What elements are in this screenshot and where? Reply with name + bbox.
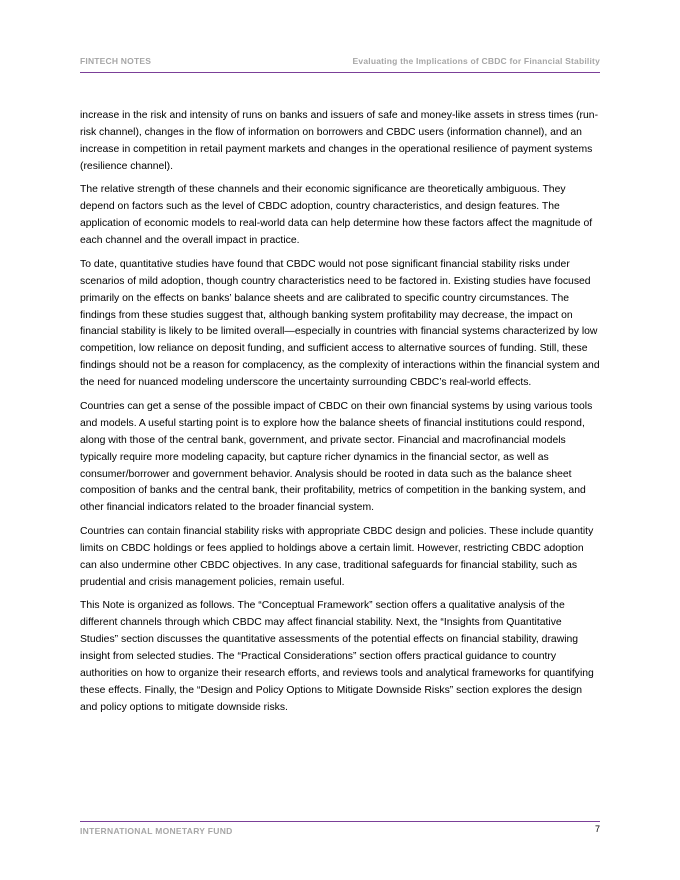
running-header bbox=[80, 56, 600, 70]
paragraph-5: Countries can contain financial stability risks with appropriate CBDC design and policies. These include quantity limits on CBDC holdings or fees applied to holdings above a certain limit. However, restricting CBDC adoption can also undermine other CBDC objectives. In any case, traditional safeguards for financial stability, such as prudential and crisis management policies, remain useful. bbox=[80, 526, 594, 588]
paragraph-2: The relative strength of these channels and their economic significance are theoretically ambiguous. They depend on factors such as the level of CBDC adoption, country characteristics, and design features. The application of economic models to real-world data can help determine how these factors affect the magnitude of each channel and the overall impact in practice. bbox=[80, 184, 593, 247]
header-document-title: Evaluating the Implications of CBDC for Financial Stability bbox=[352, 56, 600, 66]
footer-organization: INTERNATIONAL MONETARY FUND bbox=[80, 826, 233, 836]
header-divider bbox=[80, 72, 600, 73]
document-body bbox=[80, 108, 600, 724]
paragraph-3: To date, quantitative studies have found that CBDC would not pose significant financial stability risks under scenarios of mild adoption, though country characteristics need to be factored in. Existing studies have focused primarily on the effects on banks’ balance sheets and are calibrated to specific country circumstances. The findings from these studies suggest that, although banking system profitability may decrease, the impact on financial stability is likely to be limited overall—especially in countries with financial systems characterized by low competition, low reliance on deposit funding, and sufficient access to alternative sources of funding. Still, these findings should not be a reason for complacency, as the complexity of interactions within the financial system and the need for nuanced modeling underscore the uncertainty surrounding CBDC’s real-world effects. bbox=[80, 258, 600, 389]
page-number: 7 bbox=[594, 824, 600, 834]
paragraph-6: This Note is organized as follows. The “Conceptual Framework” section offers a qualitative analysis of the different channels through which CBDC may affect financial stability. Next, the “Insights from Quantitative Studies” section discusses the quantitative assessments of the potential effects on financial stability, drawing insight from selected studies. The “Practical Considerations” section offers practical guidance to country authorities on how to organize their research efforts, and reviews tools and analytical frameworks for quantifying these effects. Finally, the “Design and Policy Options to Mitigate Downside Risks” section explores the design and policy options to mitigate downside risks. bbox=[80, 600, 594, 713]
header-series-title: FINTECH NOTES bbox=[80, 56, 152, 66]
paragraph-4: Countries can get a sense of the possible impact of CBDC on their own financial systems by using various tools and models. A useful starting point is to explore how the balance sheets of financial institutions could respond, along with those of the central bank, government, and private sector. Financial and macrofinancial models typically require more modeling capacity, but capture richer dynamics in the financial sector, as well as consumer/borrower and government behavior. Analysis should be rooted in data such as the balance sheet composition of banks and the central bank, their profitability, metrics of competition in the banking system, and other financial indicators related to the broader financial system. bbox=[80, 400, 593, 514]
paragraph-1: increase in the risk and intensity of runs on banks and issuers of safe and money-like assets in stress times (run-risk channel), changes in the flow of information on borrowers and CBDC users (information channel), and an increase in competition in retail payment markets and changes in the operational resilience of payment systems (resilience channel). bbox=[80, 110, 599, 172]
footer-divider bbox=[80, 821, 600, 822]
